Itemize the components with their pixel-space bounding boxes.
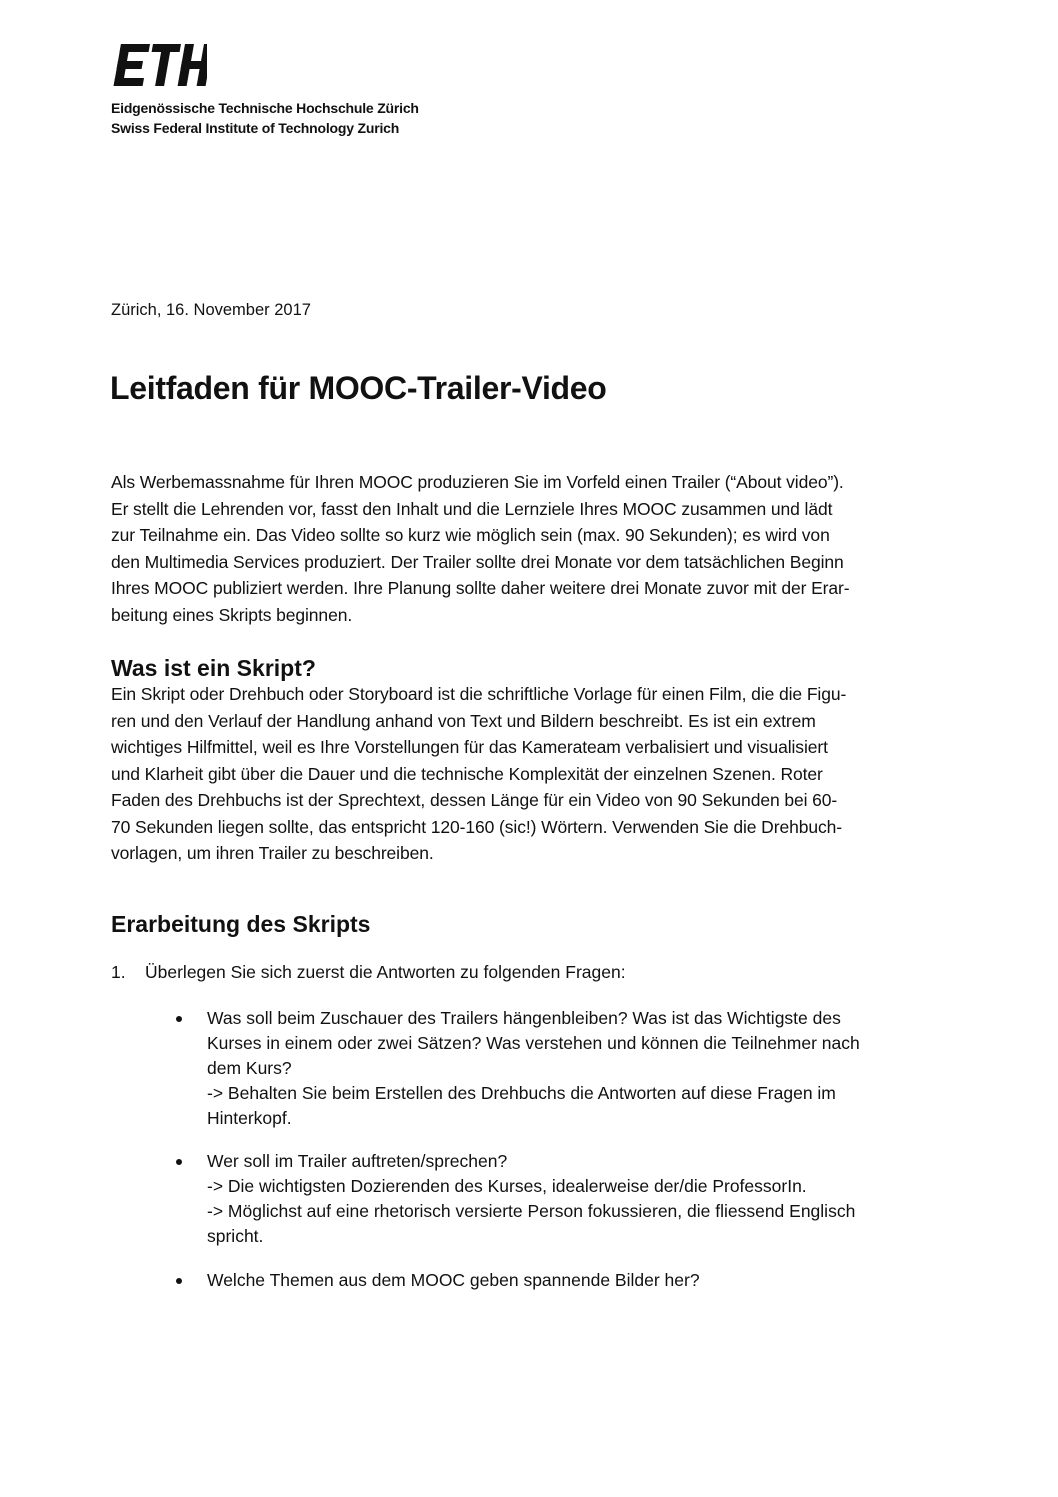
intro-line: zur Teilnahme ein. Das Video sollte so kurz wie möglich sein (max. 90 Sekunden); es wird von <box>111 525 830 545</box>
skript-line: wichtiges Hilfmittel, weil es Ihre Vorstellungen für das Kamerateam verbalisiert und visualisiert <box>111 737 828 757</box>
skript-line: Ein Skript oder Drehbuch oder Storyboard ist die schriftliche Vorlage für einen Film, die die Figu- <box>111 684 847 704</box>
list-item-line: Wer soll im Trailer auftreten/sprechen? <box>207 1151 508 1171</box>
list-item-line: Hinterkopf. <box>207 1108 292 1128</box>
intro-line: Ihres MOOC publiziert werden. Ihre Planung sollte daher weitere drei Monate zuvor mit der Erar- <box>111 578 850 598</box>
skript-line: vorlagen, um ihren Trailer zu beschreiben. <box>111 843 434 863</box>
eth-logo <box>111 44 207 88</box>
list-item-line: dem Kurs? <box>207 1058 292 1078</box>
list-item-line: -> Die wichtigsten Dozierenden des Kurses, idealerweise der/die ProfessorIn. <box>207 1176 807 1196</box>
bullet-icon <box>176 1278 182 1284</box>
list-item-line: Was soll beim Zuschauer des Trailers hängenbleiben? Was ist das Wichtigste des <box>207 1008 841 1028</box>
document-title: Leitfaden für MOOC-Trailer-Video <box>110 370 607 406</box>
list-item-line: Kurses in einem oder zwei Sätzen? Was verstehen und können die Teilnehmer nach <box>207 1033 860 1053</box>
section-heading-skript: Was ist ein Skript? <box>111 655 316 681</box>
document-date: Zürich, 16. November 2017 <box>111 301 311 319</box>
numbered-step <box>111 959 626 985</box>
intro-line: Als Werbemassnahme für Ihren MOOC produzieren Sie im Vorfeld einen Trailer (“About video”). <box>111 472 844 492</box>
section-heading-erarbeitung: Erarbeitung des Skripts <box>111 911 371 937</box>
list-item-line: -> Möglichst auf eine rhetorisch versierte Person fokussieren, die fliessend Englisch <box>207 1201 856 1221</box>
skript-line: und Klarheit gibt über die Dauer und die technische Komplexität der einzelnen Szenen. Roter <box>111 763 823 784</box>
bullet-icon <box>176 1159 182 1165</box>
institution-name-german: Eidgenössische Technische Hochschule Zürich <box>111 100 419 116</box>
eth-logo-mark <box>111 44 207 88</box>
bullet-icon <box>176 1016 182 1022</box>
skript-line: Faden des Drehbuchs ist der Sprechtext, dessen Länge für ein Video von 90 Sekunden bei 60- <box>111 790 838 810</box>
list-item-line: -> Behalten Sie beim Erstellen des Drehbuchs die Antworten auf diese Fragen im <box>207 1083 836 1103</box>
step-number: 1. <box>111 962 126 982</box>
list-item-text <box>207 1268 947 1293</box>
skript-paragraph <box>111 681 951 867</box>
skript-line: 70 Sekunden liegen sollte, das entspricht 120-160 (sic!) Wörtern. Verwenden Sie die Drehbuch- <box>111 816 842 837</box>
institution-name-english: Swiss Federal Institute of Technology Zurich <box>111 120 400 136</box>
list-item-line: Welche Themen aus dem MOOC geben spannende Bilder her? <box>207 1270 700 1290</box>
step-text: Überlegen Sie sich zuerst die Antworten zu folgenden Fragen: <box>145 962 626 982</box>
intro-line: den Multimedia Services produziert. Der Trailer sollte drei Monate vor dem tatsächlichen Beginn <box>111 551 844 572</box>
intro-line: beitung eines Skripts beginnen. <box>111 604 353 625</box>
skript-line: ren und den Verlauf der Handlung anhand von Text und Bildern beschreibt. Es ist ein extrem <box>111 710 816 731</box>
institution-name <box>111 98 419 138</box>
list-item-text <box>207 1006 947 1131</box>
intro-line: Er stellt die Lehrenden vor, fasst den Inhalt und die Lernziele Ihres MOOC zusammen und lädt <box>111 498 833 519</box>
list-item-text <box>207 1149 947 1249</box>
list-item-line: spricht. <box>207 1226 264 1246</box>
intro-paragraph <box>111 469 951 628</box>
